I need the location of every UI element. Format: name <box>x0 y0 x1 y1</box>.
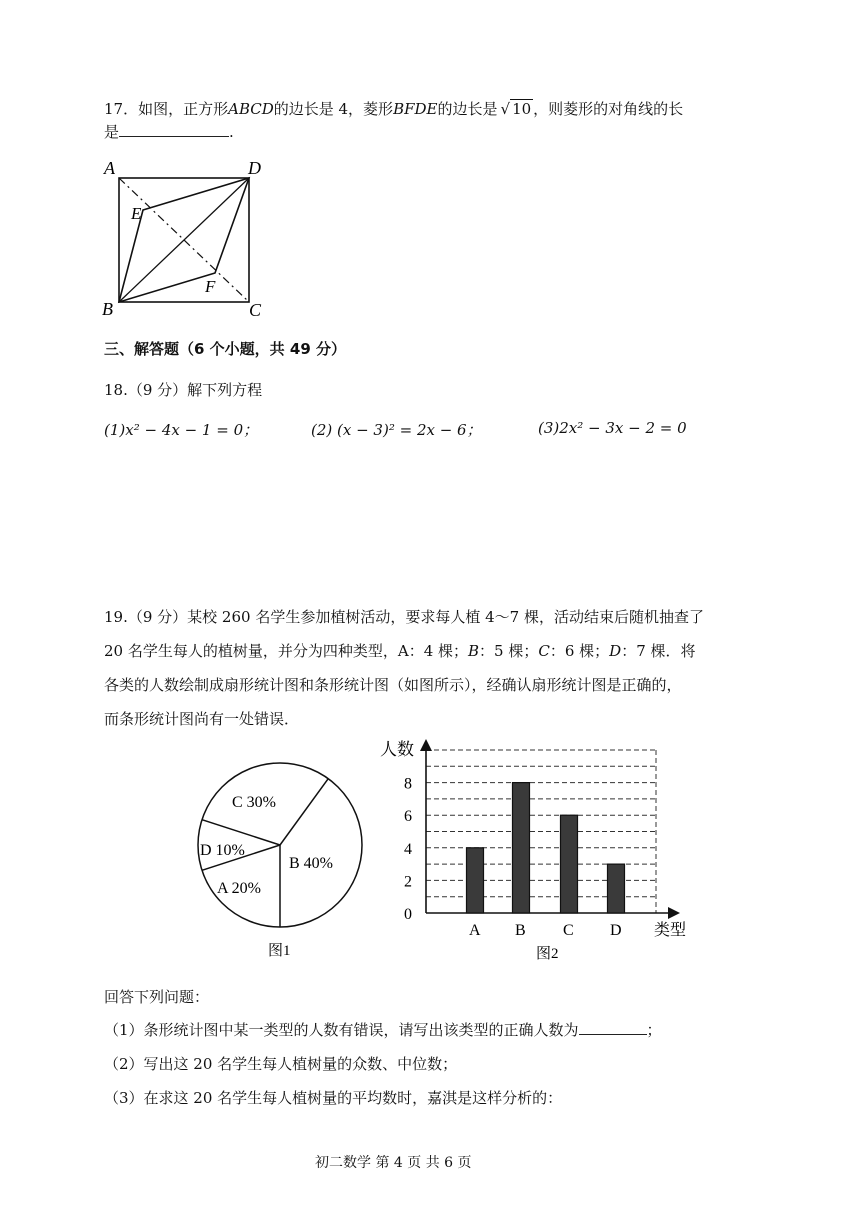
label-bfde: BFDE <box>393 100 438 118</box>
answer-blank-17[interactable] <box>119 136 229 137</box>
page-footer: 初二数学 第 4 页 共 6 页 <box>315 1155 472 1171</box>
sub-question-2: （2）写出这 20 名学生每人植树量的众数、中位数； <box>104 1055 458 1073</box>
y-tick-label: 0 <box>404 906 412 923</box>
x-category-labels <box>469 922 622 939</box>
pie-label-a: A 20% <box>217 880 261 897</box>
x-category-label: A <box>469 922 481 939</box>
answer-intro: 回答下列问题： <box>104 988 210 1006</box>
y-tick-label: 2 <box>404 873 412 891</box>
vertex-f-label: F <box>205 277 216 296</box>
y-tick-label: 8 <box>404 775 412 793</box>
bar-c <box>561 815 578 913</box>
q18-equation-3: (3)2x² − 3x − 2 = 0 <box>538 419 687 437</box>
vertex-e-label: E <box>131 204 142 223</box>
bar-d <box>608 864 625 913</box>
q19-line1: 19.（9 分）某校 260 名学生参加植树活动，要求每人植 4～7 棵，活动结束后随机抽查了 <box>104 608 704 626</box>
x-category-label: D <box>610 922 622 939</box>
q18-equation-1: (1)x² − 4x − 1 = 0； <box>104 421 259 439</box>
y-axis-label: 人数 <box>380 740 414 759</box>
q19-line3: 各类的人数绘制成扇形统计图和条形统计图（如图所示），经确认扇形统计图是正确的， <box>104 676 682 694</box>
sqrt-expression: √ 10 <box>500 100 532 118</box>
figure-square-rhombus <box>100 155 280 320</box>
pie-label-b: B 40% <box>289 855 333 872</box>
q19-line2: 20 名学生每人的植树量，并分为四种类型，A：4 棵；B：5 棵；C：6 棵；D：7 棵．将 <box>104 642 696 660</box>
diagonal-bd <box>119 178 249 302</box>
y-tick-label: 4 <box>404 840 412 858</box>
sub-question-3: （3）在求这 20 名学生每人植树量的平均数时，嘉淇是这样分析的： <box>104 1089 563 1107</box>
y-tick-label: 6 <box>404 808 412 826</box>
divider-b-c <box>280 779 328 845</box>
y-axis-arrow <box>420 739 432 751</box>
answer-blank-19-1[interactable] <box>579 1034 647 1035</box>
x-category-label: B <box>515 922 526 939</box>
vertex-b-label: B <box>102 299 113 319</box>
bar-b <box>513 783 530 913</box>
label-abcd: ABCD <box>228 100 274 118</box>
section-3-heading: 三、解答题（6 个小题，共 49 分） <box>104 340 346 358</box>
bar-chart-figure-2 <box>378 735 698 970</box>
figure-2-caption: 图2 <box>536 946 559 962</box>
q18-title: 18.（9 分）解下列方程 <box>104 381 263 399</box>
y-tick-labels <box>404 776 412 923</box>
q17-line1: 17．如图，正方形ABCD的边长是 4，菱形BFDE的边长是 √ 10 ，则菱形的对角线的长 <box>104 100 684 118</box>
q19-line4: 而条形统计图尚有一处错误． <box>104 710 300 728</box>
x-axis-label: 类型 <box>654 922 687 939</box>
q17-number: 17． <box>104 100 139 118</box>
q18-equation-2: (2) (x − 3)² = 2x − 6； <box>311 421 482 439</box>
pie-chart-figure-1 <box>190 755 380 965</box>
vertex-a-label: A <box>104 158 115 178</box>
x-category-label: C <box>563 922 574 939</box>
figure-1-caption: 图1 <box>268 943 291 959</box>
x-axis-arrow <box>668 907 680 919</box>
q17-line2: 是 . <box>104 123 234 141</box>
vertex-d-label: D <box>248 158 261 178</box>
bar-a <box>467 848 484 913</box>
sub-question-1: （1）条形统计图中某一类型的人数有错误，请写出该类型的正确人数为 ； <box>104 1021 662 1039</box>
vertex-c-label: C <box>249 300 262 320</box>
pie-label-d: D 10% <box>200 842 245 859</box>
pie-label-c: C 30% <box>232 794 276 811</box>
